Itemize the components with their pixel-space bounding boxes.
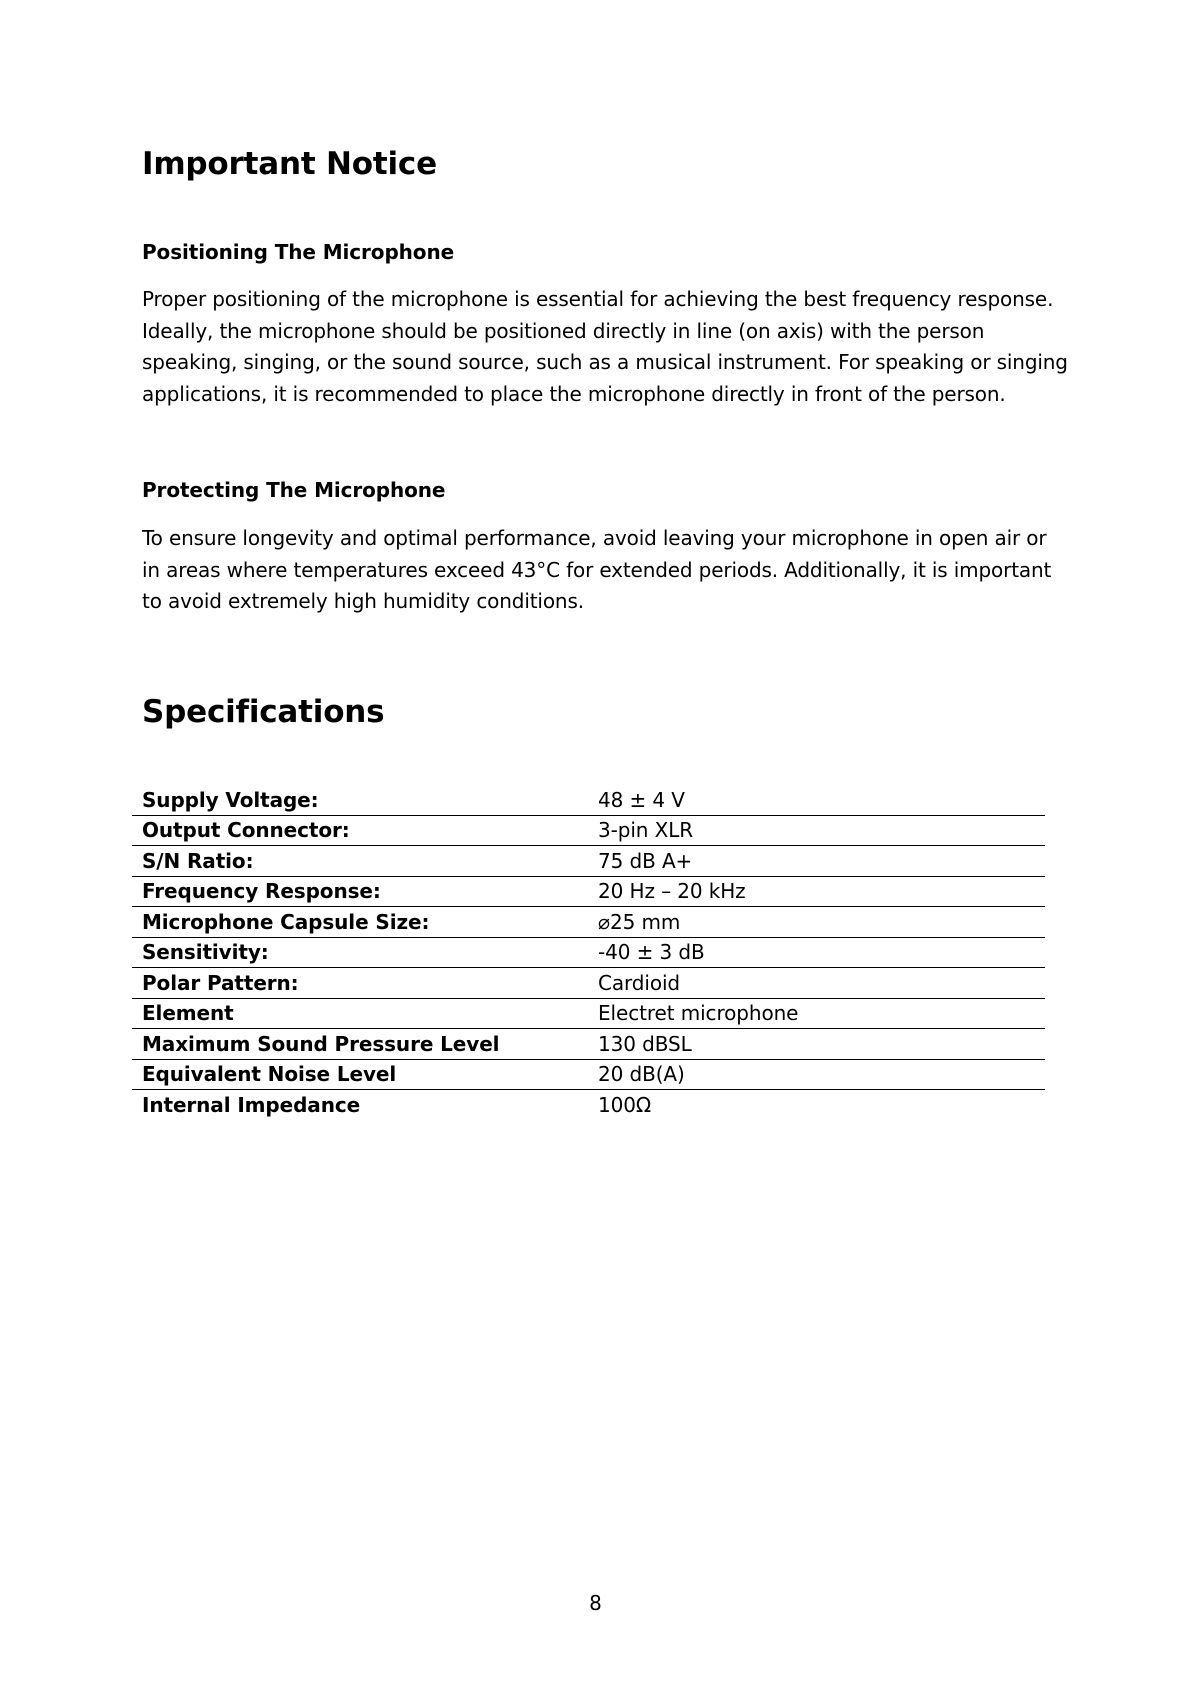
page-number: 8	[589, 1591, 602, 1615]
spec-label: Frequency Response:	[132, 876, 588, 907]
table-row	[132, 937, 1045, 968]
positioning-paragraph	[142, 284, 1068, 411]
spec-value: 130 dBSL	[588, 1029, 1045, 1060]
positioning-line: applications, it is recommended to place the microphone directly in front of the person.	[142, 382, 1006, 407]
protecting-paragraph	[142, 523, 1062, 618]
positioning-line: speaking, singing, or the sound source, such as a musical instrument. For speaking or singing	[142, 350, 1068, 375]
notice-title: Important Notice	[142, 146, 437, 182]
specifications-table	[132, 785, 1045, 1120]
spec-value: 48 ± 4 V	[588, 785, 1045, 815]
protecting-line: in areas where temperatures exceed 43°C for extended periods. Additionally, it is important	[142, 557, 1052, 582]
table-row	[132, 815, 1045, 846]
table-row	[132, 1090, 1045, 1120]
positioning-line: Proper positioning of the microphone is essential for achieving the best frequency response.	[142, 287, 1054, 311]
spec-label: Supply Voltage:	[132, 785, 588, 815]
spec-value: 20 dB(A)	[588, 1059, 1045, 1090]
spec-value: Cardioid	[588, 968, 1045, 999]
specifications-title: Specifications	[142, 694, 385, 730]
spec-value: 3-pin XLR	[588, 815, 1045, 846]
spec-label: S/N Ratio:	[132, 846, 588, 877]
spec-label: Internal Impedance	[142, 1092, 361, 1117]
spec-label: Maximum Sound Pressure Level	[132, 1029, 588, 1060]
protecting-line: To ensure longevity and optimal performance, avoid leaving your microphone in open air or	[142, 526, 1047, 550]
table-row	[132, 876, 1045, 907]
table-row	[132, 1029, 1045, 1060]
table-row	[132, 968, 1045, 999]
spec-value: Electret microphone	[588, 998, 1045, 1029]
spec-value: ⌀25 mm	[588, 907, 1045, 938]
positioning-heading: Positioning The Microphone	[142, 240, 455, 264]
protecting-heading: Protecting The Microphone	[142, 478, 446, 502]
spec-value: 100Ω	[598, 1092, 652, 1117]
spec-label: Element	[132, 998, 588, 1029]
table-row	[132, 1059, 1045, 1090]
spec-label: Output Connector:	[132, 815, 588, 846]
spec-value: -40 ± 3 dB	[588, 937, 1045, 968]
spec-value: 20 Hz – 20 kHz	[588, 876, 1045, 907]
protecting-line: to avoid extremely high humidity conditions.	[142, 589, 584, 614]
spec-label: Sensitivity:	[132, 937, 588, 968]
table-row	[132, 785, 1045, 815]
spec-label: Equivalent Noise Level	[132, 1059, 588, 1090]
table-row	[132, 907, 1045, 938]
table-row	[132, 846, 1045, 877]
spec-label: Microphone Capsule Size:	[132, 907, 588, 938]
positioning-line: Ideally, the microphone should be positioned directly in line (on axis) with the person	[142, 318, 985, 343]
table-row	[132, 998, 1045, 1029]
spec-value: 75 dB A+	[588, 846, 1045, 877]
spec-label: Polar Pattern:	[132, 968, 588, 999]
